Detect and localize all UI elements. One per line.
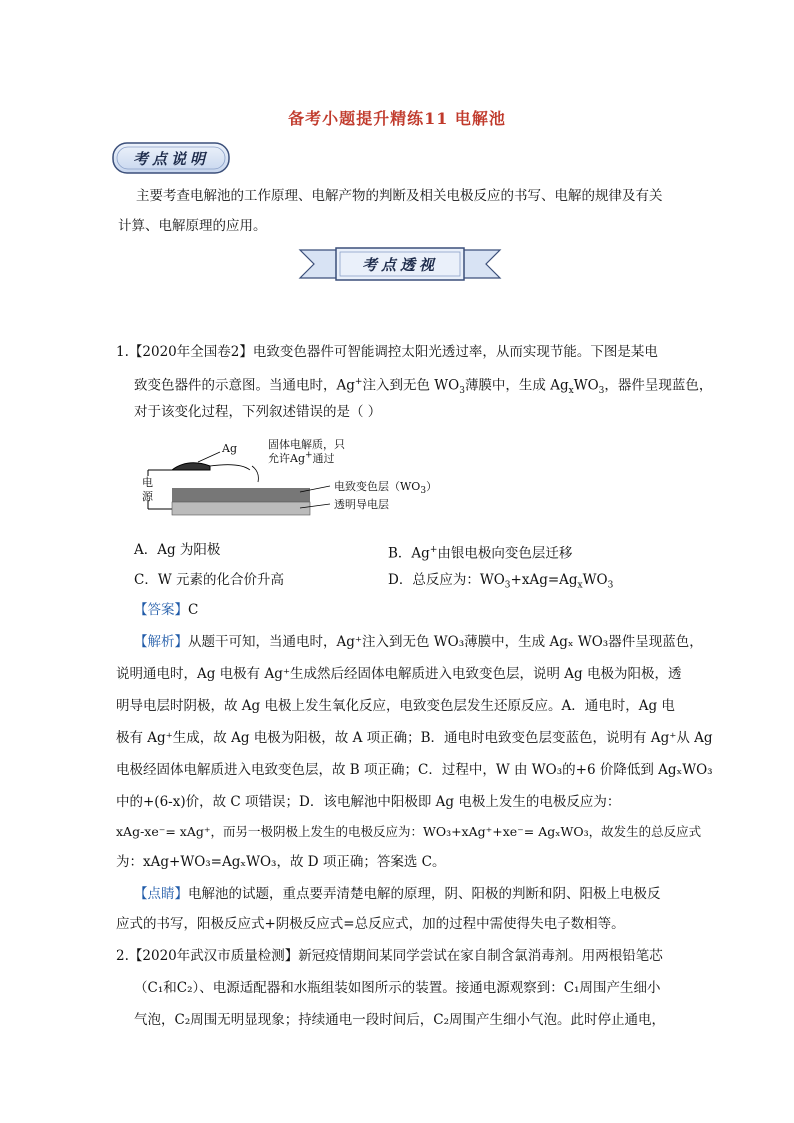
fig-label-layer-1a: 电致变色层（WO	[334, 480, 421, 493]
q1-option-b	[388, 540, 572, 564]
q1-source: 【2020年全国卷2】	[128, 344, 253, 360]
q1-analysis-line3: 明导电层时阴极，故 Ag 电极上发生氧化反应，电致变色层发生还原反应。A．通电时，Ag 电	[116, 698, 675, 714]
q1-option-d-c: WO	[582, 572, 608, 588]
q1-option-a: A．Ag 为阳极	[134, 542, 221, 558]
analysis-label: 【解析】	[134, 634, 188, 650]
q1-analysis-line5: 电极经固体电解质进入电致变色层，故 B 项正确；C．过程中，W 由 WO₃的+6 价降低到 AgₓWO₃	[116, 762, 713, 778]
q1-option-d-a: D．总反应为：WO	[388, 572, 505, 588]
q1-sup-plus: +	[354, 377, 363, 387]
fig-label-layer-1b: ）	[426, 480, 438, 493]
q2-source: 【2020年武汉市质量检测】	[128, 948, 299, 964]
page-title: 备考小题提升精练11 电解池	[288, 109, 506, 128]
q1-line1	[116, 342, 658, 362]
q1-stem-line2a: 致变色器件的示意图。当通电时，Ag	[134, 377, 355, 394]
q1-option-b-a: B．Ag	[388, 545, 430, 562]
section-badge-insight	[298, 246, 502, 282]
q1-stem-line2d: WO	[573, 377, 599, 394]
q1-option-d-subx: x	[577, 580, 583, 591]
q1-figure	[140, 436, 470, 522]
q1-line3: 对于该变化过程，下列叙述错误的是（ ）	[134, 404, 382, 420]
section-badge-explain-label: 考点说明	[132, 150, 209, 168]
section-badge-insight-label: 考点透视	[361, 256, 438, 274]
fig-label-layer-2: 透明导电层	[334, 498, 389, 511]
q1-option-d	[388, 570, 613, 596]
fig-label-solid-2b: 通过	[312, 452, 335, 465]
analysis-text-1: 从题干可知，当通电时，Ag⁺注入到无色 WO₃薄膜中，生成 Agₓ WO₃器件呈现蓝色，	[188, 634, 703, 650]
q1-sub-3b: 3	[598, 386, 605, 397]
q1-number: 1.	[116, 344, 129, 360]
q2-line1	[116, 946, 663, 966]
q2-line3: 气泡，C₂周围无明显现象；持续通电一段时间后，C₂周围产生细小气泡。此时停止通电，	[134, 1012, 665, 1028]
section1-para-line1: 主要考查电解池的工作原理、电解产物的判断及相关电极反应的书写、电解的规律及有关	[136, 188, 663, 204]
q2-stem-1: 新冠疫情期间某同学尝试在家自制含氯消毒剂。用两根铅笔芯	[298, 948, 663, 964]
q2-number: 2.	[116, 948, 129, 964]
fig-sub-3: 3	[420, 486, 427, 497]
fig-label-solid-2	[268, 450, 335, 466]
q1-sub-3: 3	[459, 386, 465, 397]
q1-analysis-line2: 说明通电时，Ag 电极有 Ag⁺生成然后经固体电解质进入电致变色层，说明 Ag 电极为阳极，透	[116, 666, 682, 682]
section-badge-explain	[110, 140, 232, 176]
answer-value: C	[188, 602, 199, 618]
fig-sup-plus: +	[305, 450, 313, 461]
q1-option-d-sub2: 3	[607, 580, 614, 591]
answer-label: 【答案】	[134, 602, 188, 618]
q1-answer	[134, 600, 198, 620]
fig-label-power-2: 源	[142, 490, 153, 503]
q1-option-c: C．W 元素的化合价升高	[134, 572, 284, 588]
q1-line2	[134, 372, 712, 401]
q1-stem-line2e: ，器件呈现蓝色，	[604, 377, 713, 394]
fig-label-layer-1	[334, 478, 437, 496]
tip-label: 【点睛】	[134, 886, 188, 902]
fig-label-power-1: 电	[142, 476, 153, 489]
q1-analysis-line1	[134, 632, 703, 652]
q1-option-d-sub1: 3	[504, 580, 511, 591]
fig-label-solid-1: 固体电解质，只	[268, 438, 345, 451]
q1-stem-line1: 电致变色器件可智能调控太阳光透过率，从而实现节能。下图是某电	[252, 344, 658, 360]
fig-label-ag: Ag	[222, 442, 237, 455]
section1-para-line2: 计算、电解原理的应用。	[118, 218, 267, 234]
tip-text-1: 电解池的试题，重点要弄清楚电解的原理，阴、阳极的判断和阴、阳极上电极反	[188, 886, 661, 902]
q2-line2: （C₁和C₂）、电源适配器和水瓶组装如图所示的装置。接通电源观察到：C₁周围产生细小	[134, 980, 661, 996]
q1-stem-line2b: 注入到无色 WO	[362, 377, 460, 394]
q1-sub-x: x	[568, 386, 574, 397]
q1-analysis-line8: 为：xAg+WO₃=AgₓWO₃，故 D 项正确；答案选 C。	[116, 854, 446, 870]
q1-analysis-line7: xAg-xe⁻= xAg⁺，而另一极阴极上发生的电极反应为：WO₃+xAg⁺+xe⁻= AgₓWO₃，故发生的总反应式	[116, 824, 702, 839]
q1-option-b-sup: +	[429, 545, 438, 555]
q1-tip-line1	[134, 884, 661, 904]
q1-analysis-line6: 中的+(6-x)价，故 C 项错误；D．该电解池中阳极即 Ag 电极上发生的电极反应为：	[116, 794, 621, 810]
q1-stem-line2c: 薄膜中，生成 Ag	[464, 377, 569, 394]
q1-analysis-line4: 极有 Ag⁺生成，故 Ag 电极为阳极，故 A 项正确；B．通电时电致变色层变蓝色，说明有 Ag⁺从 Ag	[116, 730, 713, 746]
fig-label-solid-2a: 允许Ag	[268, 452, 305, 465]
q1-tip-line2: 应式的书写，阳极反应式+阴极反应式=总反应式，加的过程中需使得失电子数相等。	[116, 916, 625, 932]
q1-option-d-b: +xAg=Ag	[510, 572, 578, 588]
q1-option-b-b: 由银电极向变色层迁移	[437, 545, 573, 562]
